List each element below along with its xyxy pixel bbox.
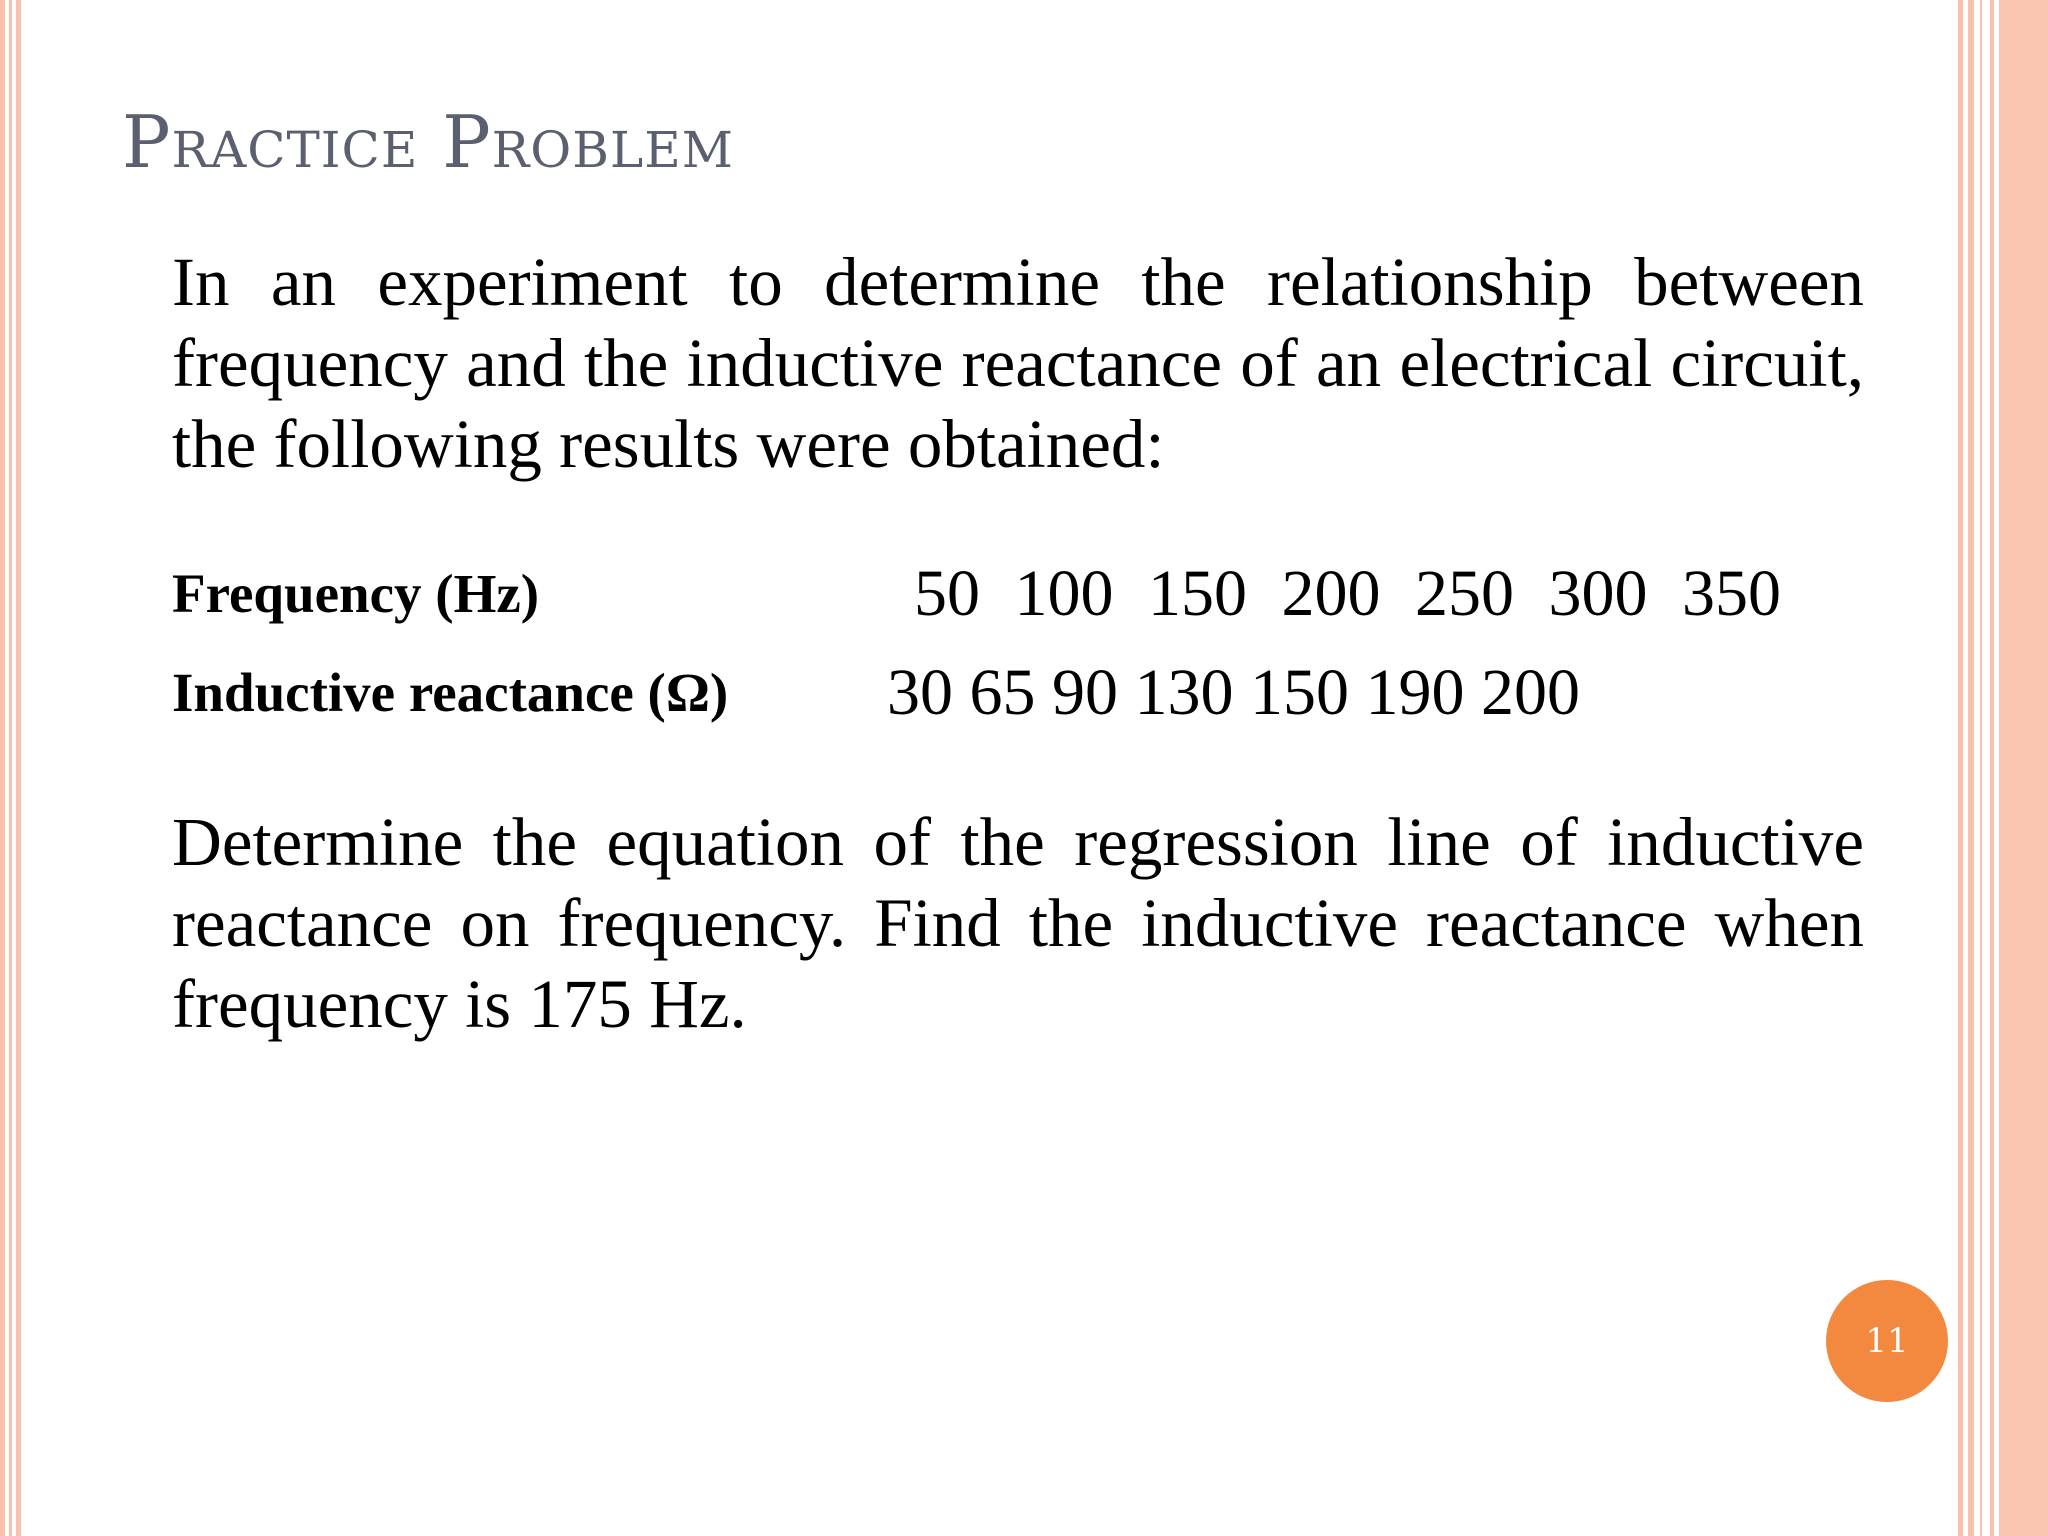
frequency-value: 50 — [914, 557, 980, 630]
frequency-value: 100 — [1014, 557, 1114, 630]
frequency-label: Frequency (Hz) — [172, 563, 540, 624]
frequency-value: 250 — [1415, 557, 1514, 630]
reactance-value: 65 — [969, 656, 1036, 729]
intro-paragraph: In an experiment to determine the relationship between frequency and the inductive reactance of an electrical circuit, the following results were obtained: — [172, 244, 1864, 482]
question-paragraph: Determine the equation of the regression line of inductive reactance on frequency. Find the inductive reactance when frequency is 175 Hz. — [172, 804, 1864, 1042]
left-border-stripe — [0, 0, 5, 1536]
frequency-value: 150 — [1148, 557, 1247, 630]
reactance-value: 190 — [1365, 656, 1465, 729]
slide-title: Practice Problem — [122, 100, 734, 184]
frequency-values — [914, 556, 1781, 632]
reactance-value: 90 — [1052, 656, 1118, 729]
frequency-value: 300 — [1548, 557, 1648, 630]
left-border-stripe — [16, 0, 21, 1536]
right-border-stripe — [1980, 0, 1982, 1536]
page-number-badge — [1826, 1280, 1948, 1402]
reactance-value: 130 — [1134, 656, 1234, 729]
reactance-value: 150 — [1250, 656, 1349, 729]
page-number: 11 — [1865, 1321, 1909, 1361]
right-border-band — [1999, 0, 2048, 1536]
frequency-value: 200 — [1281, 557, 1381, 630]
reactance-value: 30 — [887, 656, 953, 729]
reactance-value: 200 — [1481, 656, 1580, 729]
frequency-value: 350 — [1682, 557, 1781, 630]
right-border-stripe — [1968, 0, 1974, 1536]
reactance-label: Inductive reactance (Ω) — [172, 662, 729, 723]
left-border-stripe — [9, 0, 12, 1536]
right-border-stripe — [1990, 0, 1994, 1536]
right-border-stripe — [1958, 0, 1963, 1536]
reactance-values — [887, 655, 1580, 731]
